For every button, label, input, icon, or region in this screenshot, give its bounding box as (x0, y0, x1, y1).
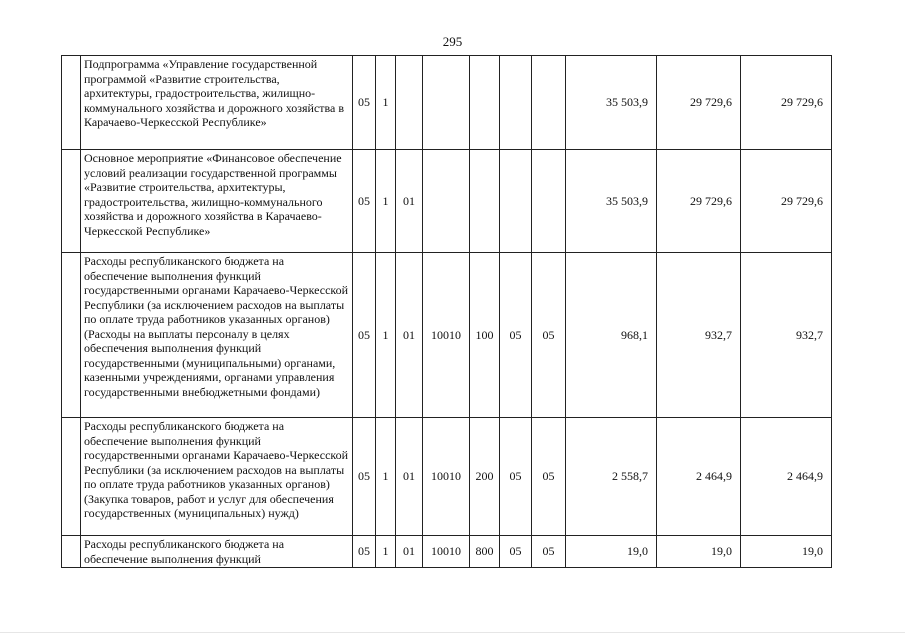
amount-cell: 29 729,6 (657, 56, 741, 150)
code-cell: 01 (396, 418, 423, 536)
row-name-cell: Расходы республиканского бюджета на обеспечение выполнения функций государственными органами Карачаево-Черкесской Республики (за исключением расходов на выплаты по оплате труда работников указанных органов) (Расходы на выплаты персоналу в целях обеспечения выполнения функций государственными (муниципальными) органами, казенными учреждениями, органами управления государственными внебюджетными фондами) (81, 253, 353, 418)
table-row (62, 536, 832, 568)
code-cell (423, 56, 470, 150)
amount-cell: 19,0 (566, 536, 657, 568)
code-cell: 200 (470, 418, 500, 536)
code-cell: 05 (500, 253, 532, 418)
code-cell: 05 (353, 56, 376, 150)
code-cell (532, 56, 566, 150)
code-cell (500, 150, 532, 253)
amount-cell: 19,0 (657, 536, 741, 568)
code-cell (470, 56, 500, 150)
amount-cell: 2 558,7 (566, 418, 657, 536)
code-cell: 10010 (423, 536, 470, 568)
code-cell: 05 (353, 418, 376, 536)
row-number-cell (62, 418, 81, 536)
code-cell: 1 (376, 253, 396, 418)
amount-cell: 35 503,9 (566, 56, 657, 150)
code-cell: 1 (376, 418, 396, 536)
code-cell (532, 150, 566, 253)
code-cell (500, 56, 532, 150)
code-cell: 05 (353, 150, 376, 253)
row-name-cell: Основное мероприятие «Финансовое обеспечение условий реализации государственной программы «Развитие строительства, архитектуры, градостроительства, жилищно-коммунального хозяйства и дорожного хозяйства в Карачаево-Черкесской Республике» (81, 150, 353, 253)
code-cell: 05 (532, 418, 566, 536)
table-row (62, 253, 832, 418)
code-cell: 10010 (423, 418, 470, 536)
code-cell: 1 (376, 536, 396, 568)
table-row (62, 56, 832, 150)
code-cell: 05 (532, 536, 566, 568)
code-cell: 01 (396, 253, 423, 418)
code-cell: 01 (396, 536, 423, 568)
amount-cell: 968,1 (566, 253, 657, 418)
code-cell: 01 (396, 150, 423, 253)
code-cell: 800 (470, 536, 500, 568)
amount-cell: 2 464,9 (741, 418, 832, 536)
code-cell: 1 (376, 56, 396, 150)
code-cell: 05 (353, 253, 376, 418)
code-cell: 05 (500, 536, 532, 568)
amount-cell: 932,7 (657, 253, 741, 418)
code-cell: 05 (532, 253, 566, 418)
page-number: 295 (442, 34, 463, 49)
row-number-cell (62, 150, 81, 253)
code-cell (396, 56, 423, 150)
row-number-cell (62, 536, 81, 568)
code-cell: 05 (353, 536, 376, 568)
amount-cell: 35 503,9 (566, 150, 657, 253)
code-cell (470, 150, 500, 253)
row-name-cell: Расходы республиканского бюджета на обеспечение выполнения функций государственными органами Карачаево-Черкесской Республики (за исключением расходов на выплаты по оплате труда работников указанных органов) (Закупка товаров, работ и услуг для обеспечения государственных (муниципальных) нужд) (81, 418, 353, 536)
amount-cell: 2 464,9 (657, 418, 741, 536)
code-cell: 1 (376, 150, 396, 253)
code-cell: 05 (500, 418, 532, 536)
table-row (62, 150, 832, 253)
row-name-cell: Подпрограмма «Управление государственной программой «Развитие строительства, архитектуры, градостроительства, жилищно-коммунального хозяйства и дорожного хозяйства в Карачаево-Черкесской Республике» (81, 56, 353, 150)
table-row (62, 418, 832, 536)
code-cell: 10010 (423, 253, 470, 418)
code-cell (423, 150, 470, 253)
code-cell: 100 (470, 253, 500, 418)
row-name-cell: Расходы республиканского бюджета на обеспечение выполнения функций (81, 536, 353, 568)
amount-cell: 29 729,6 (741, 150, 832, 253)
budget-table (61, 55, 832, 568)
amount-cell: 29 729,6 (657, 150, 741, 253)
amount-cell: 19,0 (741, 536, 832, 568)
amount-cell: 29 729,6 (741, 56, 832, 150)
row-number-cell (62, 253, 81, 418)
amount-cell: 932,7 (741, 253, 832, 418)
row-number-cell (62, 56, 81, 150)
scan-artifact-line (0, 632, 905, 633)
